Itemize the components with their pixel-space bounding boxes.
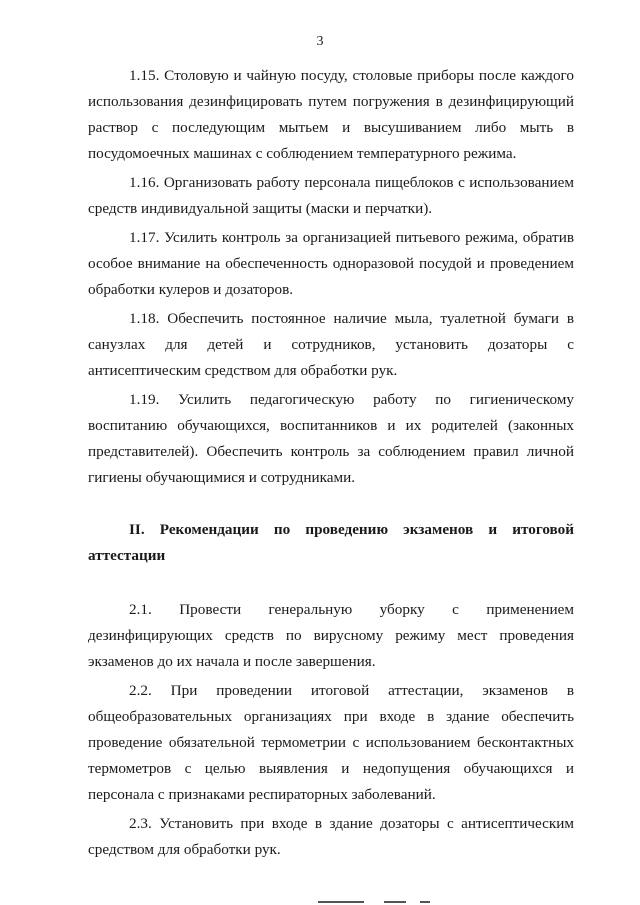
- paragraph-1-17: 1.17. Усилить контроль за организацией питьевого режима, обратив особое внимание на обеспеченность одноразовой посудой и проведением обработки кулеров и дозаторов.: [88, 229, 574, 298]
- scan-mark: [318, 901, 364, 903]
- page-number: 3: [316, 34, 324, 49]
- paragraph-1-19: 1.19. Усилить педагогическую работу по гигиеническому воспитанию обучающихся, воспитанников и их родителей (законных представителей). Обеспечить контроль за соблюдением правил личной гигиены обучающимися и сотрудниками.: [88, 391, 574, 486]
- paragraph-2-3: 2.3. Установить при входе в здание дозаторы с антисептическим средством для обработки рук.: [88, 815, 574, 858]
- paragraph-2-1: 2.1. Провести генеральную уборку с применением дезинфицирующих средств по вирусному режиму мест проведения экзаменов до их начала и после завершения.: [88, 601, 574, 670]
- scan-edge-marks: [0, 895, 640, 905]
- paragraph-1-18: 1.18. Обеспечить постоянное наличие мыла, туалетной бумаги в санузлах для детей и сотрудников, установить дозаторы с антисептическим средством для обработки рук.: [88, 310, 574, 379]
- section-2-heading: II. Рекомендации по проведению экзаменов и итоговой аттестации: [88, 521, 574, 564]
- document-body: [88, 63, 574, 866]
- paragraph-1-15: 1.15. Столовую и чайную посуду, столовые приборы после каждого использования дезинфицировать путем погружения в дезинфицирующий раствор с последующим мытьем и высушиванием либо мыть в посудомоечных машинах с соблюдением температурного режима.: [88, 67, 574, 162]
- scan-mark: [384, 901, 406, 903]
- scan-mark: [420, 901, 430, 903]
- paragraph-1-16: 1.16. Организовать работу персонала пищеблоков с использованием средств индивидуальной защиты (маски и перчатки).: [88, 174, 574, 217]
- paragraph-2-2: 2.2. При проведении итоговой аттестации, экзаменов в общеобразовательных организациях при входе в здание обеспечить проведение обязательной термометрии с использованием бесконтактных термометров с целью выявления и недопущения обучающихся и персонала с признаками респираторных заболеваний.: [88, 682, 574, 803]
